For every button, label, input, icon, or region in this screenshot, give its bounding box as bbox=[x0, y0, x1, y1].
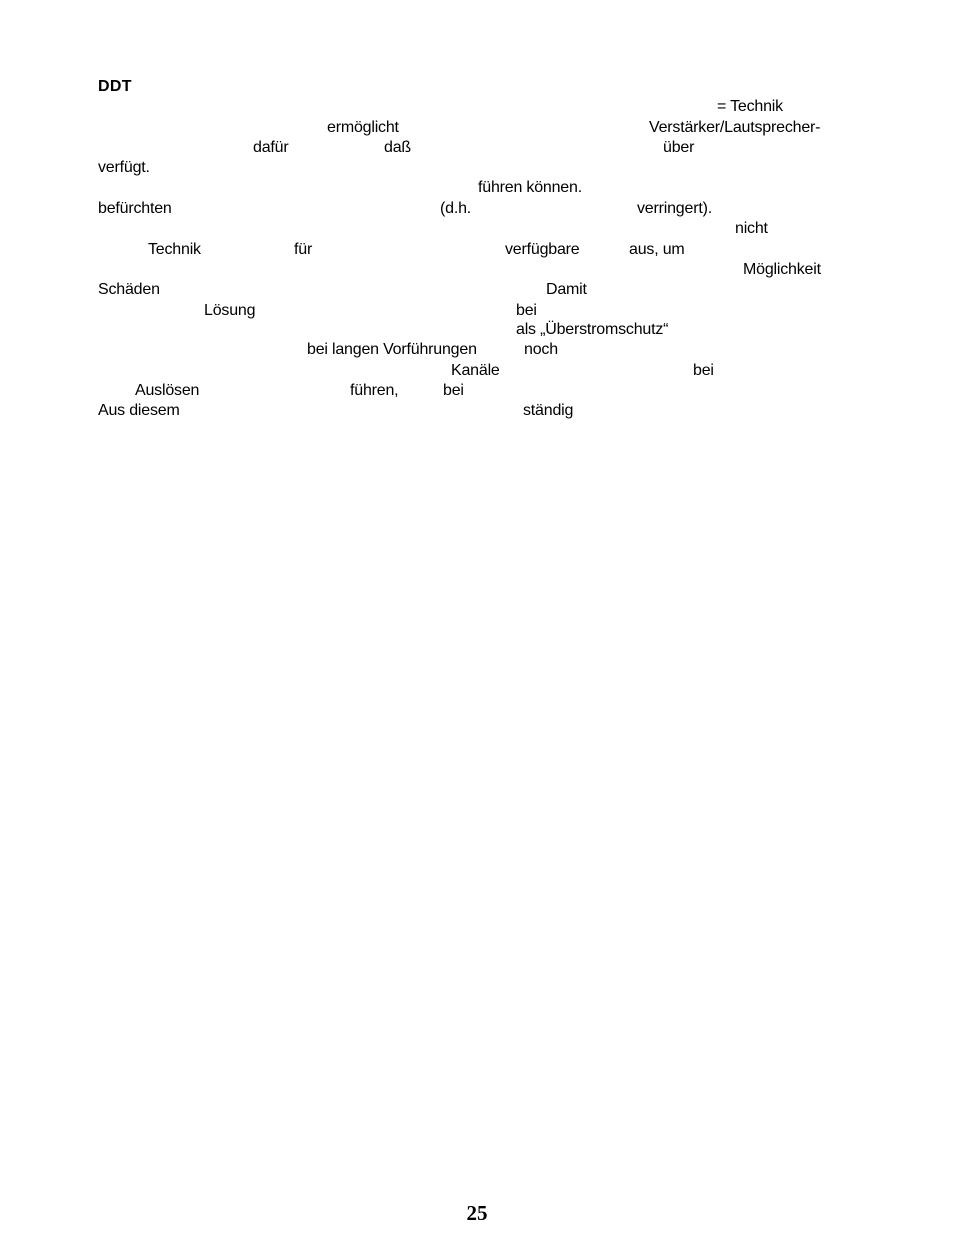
section-heading: DDT bbox=[98, 78, 132, 95]
text-fragment: noch bbox=[524, 341, 558, 358]
text-fragment: bei bbox=[516, 302, 537, 319]
text-fragment: (d.h. bbox=[440, 200, 472, 217]
text-fragment: Lösung bbox=[204, 302, 256, 319]
text-fragment: aus, um bbox=[629, 241, 685, 258]
text-fragment: Schäden bbox=[98, 281, 160, 298]
text-fragment: Verstärker/Lautsprecher- bbox=[649, 119, 821, 136]
text-fragment: befürchten bbox=[98, 200, 172, 217]
text-fragment: verfügbare bbox=[505, 241, 580, 258]
text-fragment: Technik bbox=[148, 241, 201, 258]
text-fragment: bei bbox=[443, 382, 464, 399]
text-fragment: bei bbox=[693, 362, 714, 379]
text-fragment: nicht bbox=[735, 220, 768, 237]
text-fragment: dafür bbox=[253, 139, 289, 156]
text-fragment: führen können. bbox=[478, 179, 582, 196]
text-fragment: bei langen Vorführungen bbox=[307, 341, 477, 358]
text-fragment: führen, bbox=[350, 382, 399, 399]
text-fragment: für bbox=[294, 241, 313, 258]
text-fragment: Damit bbox=[546, 281, 587, 298]
page-number: 25 bbox=[466, 1201, 488, 1225]
text-fragment: ermöglicht bbox=[327, 119, 399, 136]
text-fragment: ständig bbox=[523, 402, 574, 419]
text-fragment: verringert). bbox=[637, 200, 712, 217]
text-fragment: verfügt. bbox=[98, 159, 150, 176]
text-fragment: Kanäle bbox=[451, 362, 500, 379]
text-fragment: als „Überstromschutz“ bbox=[516, 321, 669, 338]
text-fragment: Auslösen bbox=[135, 382, 200, 399]
text-fragment: Aus diesem bbox=[98, 402, 180, 419]
text-fragment: über bbox=[663, 139, 695, 156]
text-fragment: daß bbox=[384, 139, 411, 156]
text-fragment: Möglichkeit bbox=[743, 261, 821, 278]
text-fragment: = Technik bbox=[717, 98, 783, 115]
